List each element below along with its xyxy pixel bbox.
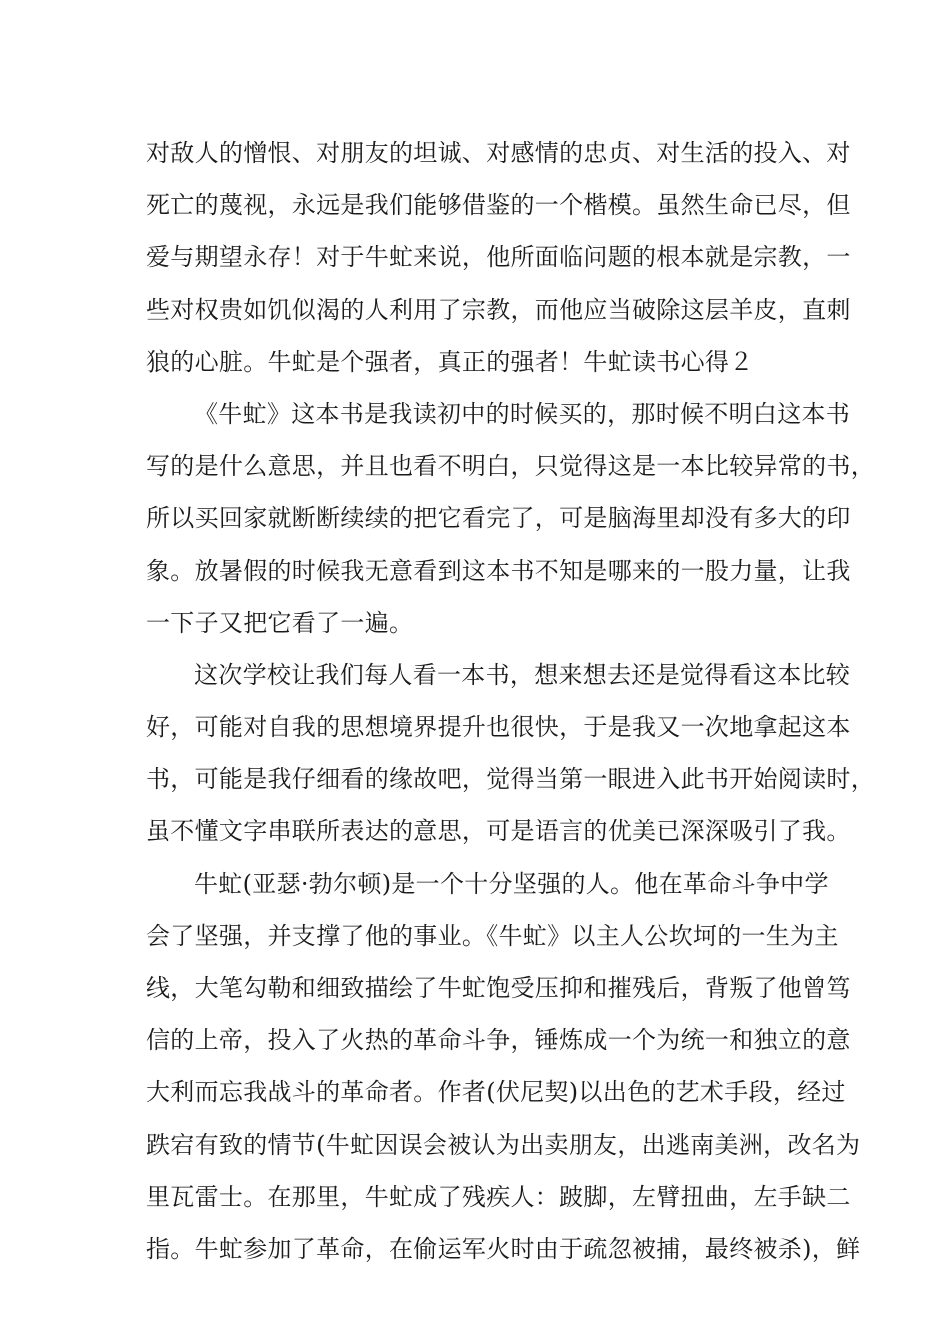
text-line: 些对权贵如饥似渴的人利用了宗教，而他应当破除这层羊皮，直刺 <box>146 295 851 324</box>
text-line: 一下子又把它看了一遍。 <box>146 608 414 637</box>
text-line: 会了坚强，并支撑了他的事业。《牛虻》以主人公坎坷的一生为主 <box>146 921 839 950</box>
text-line: 跌宕有致的情节(牛虻因误会被认为出卖朋友，出逃南美洲，改名为 <box>146 1130 861 1159</box>
text-line: 狼的心脏。牛虻是个强者，真正的强者！牛虻读书心得２ <box>146 347 754 376</box>
text-line: 信的上帝，投入了火热的革命斗争，锤炼成一个为统一和独立的意 <box>146 1026 851 1055</box>
text-line: 象。放暑假的时候我无意看到这本书不知是哪来的一股力量，让我 <box>146 556 851 585</box>
text-line: 《牛虻》这本书是我读初中的时候买的，那时候不明白这本书 <box>194 399 851 428</box>
text-line: 书，可能是我仔细看的缘故吧，觉得当第一眼进入此书开始阅读时， <box>146 765 875 794</box>
text-line: 虽不懂文字串联所表达的意思，可是语言的优美已深深吸引了我。 <box>146 817 851 846</box>
text-line: 对敌人的憎恨、对朋友的坦诚、对感情的忠贞、对生活的投入、对 <box>146 139 851 167</box>
text-line: 里瓦雷士。在那里，牛虻成了残疾人：跛脚，左臂扭曲，左手缺二 <box>146 1182 851 1211</box>
body-text <box>146 127 875 1275</box>
text-line: 爱与期望永存！对于牛虻来说，他所面临问题的根本就是宗教，一 <box>146 243 851 272</box>
text-line: 好，可能对自我的思想境界提升也很快，于是我又一次地拿起这本 <box>146 713 851 742</box>
text-line: 这次学校让我们每人看一本书，想来想去还是觉得看这本比较 <box>194 660 851 689</box>
text-line: 大利而忘我战斗的革命者。作者(伏尼契)以出色的艺术手段，经过 <box>146 1078 846 1107</box>
text-line: 指。牛虻参加了革命，在偷运军火时由于疏忽被捕，最终被杀)，鲜 <box>146 1234 861 1263</box>
text-line: 写的是什么意思，并且也看不明白，只觉得这是一本比较异常的书， <box>146 452 875 481</box>
text-line: 死亡的蔑视，永远是我们能够借鉴的一个楷模。虽然生命已尽，但 <box>146 191 851 220</box>
text-line: 牛虻(亚瑟·勃尔顿)是一个十分坚强的人。他在革命斗争中学 <box>194 869 829 898</box>
text-line: 所以买回家就断断续续的把它看完了，可是脑海里却没有多大的印 <box>146 504 851 533</box>
text-line: 线，大笔勾勒和细致描绘了牛虻饱受压抑和摧残后，背叛了他曾笃 <box>146 974 851 1002</box>
